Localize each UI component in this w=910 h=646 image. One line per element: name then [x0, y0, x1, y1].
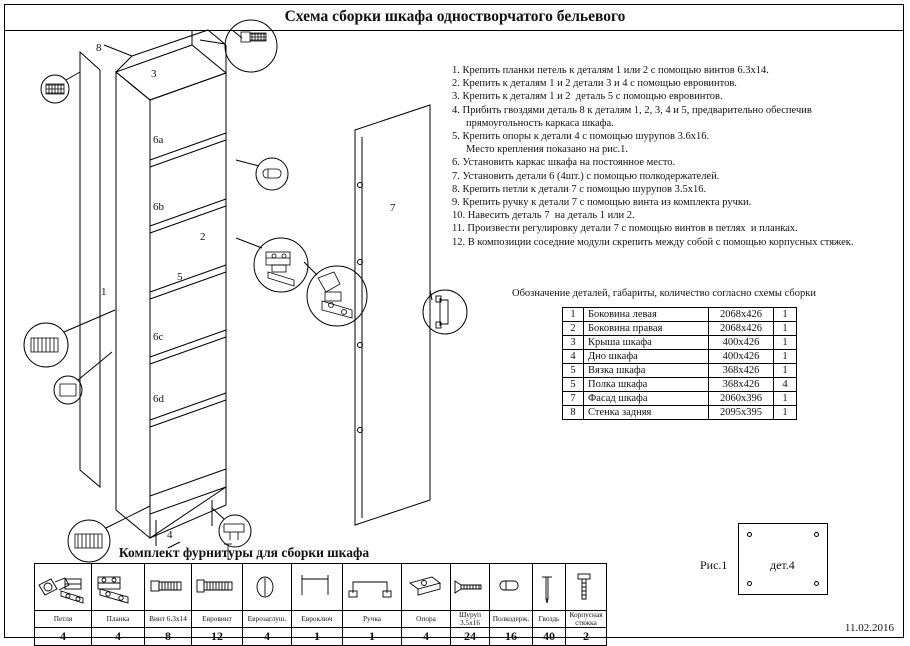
callout-7: 7 — [390, 202, 396, 214]
part-qty: 4 — [774, 378, 797, 392]
plate-icon — [92, 564, 145, 611]
mount-point-dot — [814, 532, 819, 537]
part-name: Крыша шкафа — [584, 336, 709, 350]
fitting-name: Шуруп 3.5х16 — [451, 611, 490, 628]
part-size: 2095x395 — [709, 406, 774, 420]
figure-1-label: Рис.1 — [700, 558, 728, 572]
handle-icon — [343, 564, 402, 611]
table-row — [563, 308, 797, 322]
part-size: 400x426 — [709, 350, 774, 364]
euro-cap-icon — [243, 564, 292, 611]
mount-point-dot — [814, 581, 819, 586]
mount-point-dot — [747, 532, 752, 537]
instruction-line: 11. Произвести регулировку детали 7 с помощью винтов в петлях и планках. — [452, 223, 798, 235]
part-size: 368x426 — [709, 378, 774, 392]
screw-3.5x16-icon — [451, 564, 490, 611]
part-size: 400x426 — [709, 336, 774, 350]
callout-4: 4 — [167, 529, 173, 541]
fitting-count: 24 — [451, 628, 490, 646]
part-size: 2068x426 — [709, 308, 774, 322]
part-name: Дно шкафа — [584, 350, 709, 364]
part-qty: 1 — [774, 392, 797, 406]
part-number: 3 — [563, 336, 584, 350]
part-qty: 1 — [774, 364, 797, 378]
table-row — [563, 406, 797, 420]
part-name: Стенка задняя — [584, 406, 709, 420]
part-qty: 1 — [774, 406, 797, 420]
callout-6c: 6c — [153, 331, 164, 343]
fitting-count: 1 — [343, 628, 402, 646]
page-title: Схема сборки шкафа одностворчатого бельевого — [284, 8, 626, 25]
table-row — [563, 392, 797, 406]
instruction-line: 12. В композиции соседние модули скрепить между собой с помощью корпусных стяжек. — [452, 236, 854, 248]
callout-6a: 6a — [153, 134, 164, 146]
table-row — [563, 336, 797, 350]
part-qty: 1 — [774, 350, 797, 364]
part-number: 7 — [563, 392, 584, 406]
part-name: Вязка шкафа — [584, 364, 709, 378]
fitting-name: Еврозаглуш. — [243, 611, 292, 628]
fitting-count: 4 — [35, 628, 92, 646]
part-qty: 1 — [774, 336, 797, 350]
instruction-line: прямоугольность каркаса шкафа. — [466, 117, 614, 129]
fitting-name: Полкодерж. — [490, 611, 533, 628]
callout-1: 1 — [101, 286, 107, 298]
callout-3: 3 — [151, 68, 157, 80]
fittings-table — [34, 563, 607, 646]
fitting-count: 12 — [192, 628, 243, 646]
part-qty: 1 — [774, 322, 797, 336]
fitting-name: Опора — [402, 611, 451, 628]
fitting-count: 1 — [292, 628, 343, 646]
fitting-name: Планка — [92, 611, 145, 628]
fitting-count: 4 — [402, 628, 451, 646]
euro-key-icon — [292, 564, 343, 611]
fitting-count: 16 — [490, 628, 533, 646]
euro-screw-icon — [192, 564, 243, 611]
fitting-name: Петля — [35, 611, 92, 628]
part-qty: 1 — [774, 308, 797, 322]
instruction-line: 5. Крепить опоры к детали 4 с помощью шурупов 3.6x16. — [452, 131, 710, 143]
table-row — [563, 350, 797, 364]
fitting-count: 8 — [145, 628, 192, 646]
instruction-line: 8. Крепить петли к детали 7 с помощью шурупов 3.5x16. — [452, 183, 707, 195]
instruction-line: 6. Установить каркас шкафа на постоянное место. — [452, 157, 676, 169]
mount-point-dot — [747, 581, 752, 586]
fittings-counts-row — [35, 628, 607, 646]
instruction-line: 2. Крепить к деталям 1 и 2 детали 3 и 4 с помощью евровинтов. — [452, 78, 737, 90]
part-number: 4 — [563, 350, 584, 364]
part-number: 2 — [563, 322, 584, 336]
part-size: 2060x396 — [709, 392, 774, 406]
part-size: 2068x426 — [709, 322, 774, 336]
part-name: Фасад шкафа — [584, 392, 709, 406]
shelf-support-icon — [490, 564, 533, 611]
instruction-line: Место крепления показано на рис.1. — [466, 144, 629, 156]
fitting-name: Корпусная стяжка — [566, 611, 607, 628]
part-number: 5 — [563, 378, 584, 392]
callout-2: 2 — [200, 231, 206, 243]
parts-table — [562, 307, 797, 420]
part-name: Боковина правая — [584, 322, 709, 336]
part-number: 8 — [563, 406, 584, 420]
fittings-icons-row — [35, 564, 607, 611]
instruction-line: 1. Крепить планки петель к деталям 1 или 2 с помощью винтов 6.3x14. — [452, 65, 769, 76]
part-name: Полка шкафа — [584, 378, 709, 392]
part-name: Боковина левая — [584, 308, 709, 322]
fitting-name: Винт 6.3х14 — [145, 611, 192, 628]
instruction-line: 4. Прибить гвоздями деталь 8 к деталям 1, 2, 3, 4 и 5, предварительно обеспечив — [452, 104, 812, 116]
fittings-names-row — [35, 611, 607, 628]
part-number: 1 — [563, 308, 584, 322]
callout-5: 5 — [177, 271, 183, 283]
instruction-line: 3. Крепить к деталям 1 и 2 деталь 5 с помощью евровинтов. — [452, 91, 723, 103]
part-size: 368x426 — [709, 364, 774, 378]
fitting-count: 4 — [92, 628, 145, 646]
fitting-name: Гвоздь — [533, 611, 566, 628]
fitting-count: 2 — [566, 628, 607, 646]
cabinet-connector-icon — [566, 564, 607, 611]
instructions-list — [452, 64, 892, 249]
table-row — [563, 378, 797, 392]
callout-8: 8 — [96, 42, 102, 54]
screw-6x14-icon — [145, 564, 192, 611]
figure-1-part-label: дет.4 — [770, 558, 795, 572]
document-date: 11.02.2016 — [844, 622, 894, 634]
parts-table-caption: Обозначение деталей, габариты, количество согласно схемы сборки — [512, 288, 816, 299]
fittings-title: Комплект фурнитуры для сборки шкафа — [118, 545, 370, 560]
callout-6b: 6b — [153, 201, 164, 213]
fitting-name: Евроключ — [292, 611, 343, 628]
fitting-count: 40 — [533, 628, 566, 646]
part-number: 5 — [563, 364, 584, 378]
fitting-count: 4 — [243, 628, 292, 646]
support-foot-icon — [402, 564, 451, 611]
instruction-line: 7. Установить детали 6 (4шт.) с помощью полкодержателей. — [452, 170, 720, 182]
callout-6d: 6d — [153, 393, 164, 405]
instruction-line: 10. Навесить деталь 7 на деталь 1 или 2. — [452, 210, 635, 222]
hinge-icon — [35, 564, 92, 611]
fitting-name: Евровинт — [192, 611, 243, 628]
fitting-name: Ручка — [343, 611, 402, 628]
instruction-line: 9. Крепить ручку к детали 7 с помощью винта из комплекта ручки. — [452, 197, 752, 209]
table-row — [563, 364, 797, 378]
table-row — [563, 322, 797, 336]
nail-icon — [533, 564, 566, 611]
